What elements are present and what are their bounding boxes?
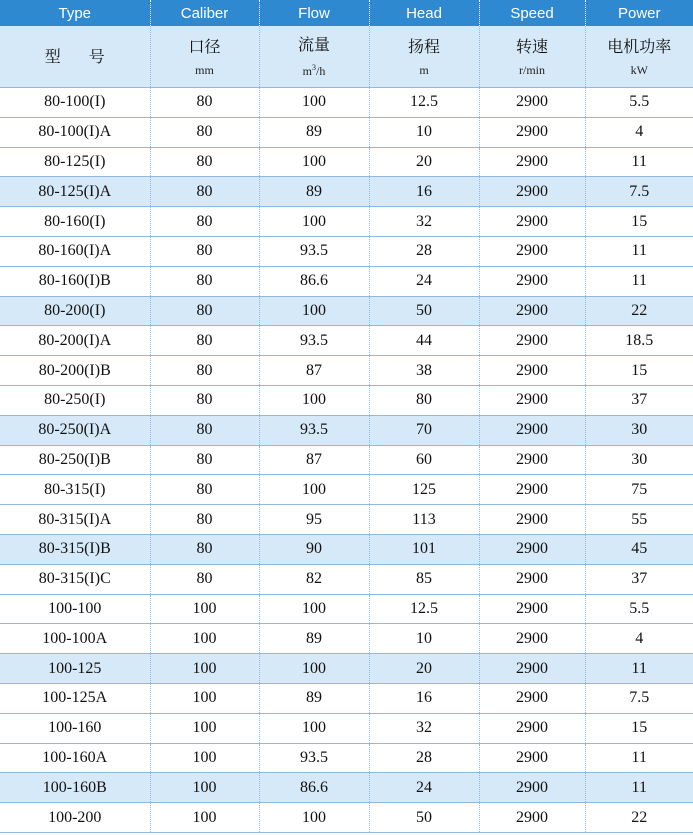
cell-power: 75 — [585, 475, 693, 505]
cell-speed: 2900 — [479, 624, 585, 654]
cell-head: 10 — [369, 624, 479, 654]
cell-flow: 89 — [259, 683, 369, 713]
cell-flow: 100 — [259, 147, 369, 177]
cell-flow: 90 — [259, 534, 369, 564]
cell-power: 37 — [585, 385, 693, 415]
cell-caliber: 80 — [150, 475, 259, 505]
table-row — [0, 207, 693, 237]
cell-type: 80-315(I)C — [0, 564, 150, 594]
cell-power: 5.5 — [585, 88, 693, 118]
cell-caliber: 80 — [150, 445, 259, 475]
cell-head: 101 — [369, 534, 479, 564]
cell-head: 50 — [369, 803, 479, 833]
header-power-cn-label: 电机功率 — [607, 36, 672, 56]
cell-speed: 2900 — [479, 147, 585, 177]
cell-power: 11 — [585, 147, 693, 177]
cell-head: 80 — [369, 385, 479, 415]
cell-flow: 100 — [259, 88, 369, 118]
table-row — [0, 385, 693, 415]
cell-type: 80-200(I) — [0, 296, 150, 326]
cell-type: 80-100(I) — [0, 88, 150, 118]
cell-power: 18.5 — [585, 326, 693, 356]
cell-power: 22 — [585, 803, 693, 833]
cell-head: 20 — [369, 147, 479, 177]
table-row — [0, 475, 693, 505]
cell-type: 100-125 — [0, 654, 150, 684]
cell-type: 100-160B — [0, 773, 150, 803]
table-row — [0, 177, 693, 207]
table-row — [0, 236, 693, 266]
cell-speed: 2900 — [479, 326, 585, 356]
table-row — [0, 326, 693, 356]
header-head-unit: m — [419, 62, 429, 77]
table-row — [0, 713, 693, 743]
cell-flow: 95 — [259, 505, 369, 535]
cell-caliber: 80 — [150, 207, 259, 237]
cell-caliber: 80 — [150, 326, 259, 356]
table-row — [0, 147, 693, 177]
cell-power: 7.5 — [585, 683, 693, 713]
cell-flow: 100 — [259, 296, 369, 326]
cell-flow: 89 — [259, 624, 369, 654]
cell-caliber: 80 — [150, 266, 259, 296]
header-flow-unit-tail: /h — [316, 64, 326, 78]
cell-power: 30 — [585, 445, 693, 475]
cell-type: 80-250(I) — [0, 385, 150, 415]
cell-power: 4 — [585, 624, 693, 654]
header-flow-unit-sup: 3 — [312, 63, 316, 72]
cell-speed: 2900 — [479, 385, 585, 415]
cell-power: 11 — [585, 266, 693, 296]
cell-power: 11 — [585, 654, 693, 684]
cell-caliber: 100 — [150, 594, 259, 624]
spec-table-body — [0, 88, 693, 833]
cell-head: 20 — [369, 654, 479, 684]
header-flow-unit-base: m — [302, 64, 312, 78]
header-type-cn — [0, 26, 150, 88]
cell-flow: 87 — [259, 356, 369, 386]
cell-head: 60 — [369, 445, 479, 475]
cell-flow: 87 — [259, 445, 369, 475]
cell-power: 55 — [585, 505, 693, 535]
cell-speed: 2900 — [479, 266, 585, 296]
header-caliber-unit: mm — [195, 62, 214, 77]
cell-flow: 100 — [259, 475, 369, 505]
cell-type: 80-100(I)A — [0, 117, 150, 147]
cell-speed: 2900 — [479, 207, 585, 237]
header-flow-en: Flow — [259, 0, 369, 26]
cell-caliber: 100 — [150, 713, 259, 743]
cell-caliber: 80 — [150, 236, 259, 266]
header-head-cn-label: 扬程 — [407, 36, 440, 56]
table-row — [0, 415, 693, 445]
header-speed-unit: r/min — [519, 62, 545, 77]
table-row — [0, 564, 693, 594]
cell-power: 7.5 — [585, 177, 693, 207]
cell-flow: 100 — [259, 713, 369, 743]
cell-head: 28 — [369, 743, 479, 773]
cell-head: 24 — [369, 266, 479, 296]
header-flow-unit — [260, 61, 369, 78]
cell-speed: 2900 — [479, 713, 585, 743]
table-row — [0, 654, 693, 684]
cell-caliber: 100 — [150, 743, 259, 773]
cell-head: 44 — [369, 326, 479, 356]
cell-caliber: 80 — [150, 534, 259, 564]
cell-type: 100-125A — [0, 683, 150, 713]
cell-caliber: 100 — [150, 803, 259, 833]
cell-type: 80-200(I)B — [0, 356, 150, 386]
cell-caliber: 80 — [150, 296, 259, 326]
header-caliber-cn-label: 口径 — [188, 36, 221, 56]
cell-flow: 100 — [259, 803, 369, 833]
table-row — [0, 505, 693, 535]
cell-caliber: 80 — [150, 564, 259, 594]
cell-type: 80-125(I) — [0, 147, 150, 177]
cell-caliber: 100 — [150, 773, 259, 803]
cell-head: 70 — [369, 415, 479, 445]
cell-power: 15 — [585, 356, 693, 386]
cell-speed: 2900 — [479, 117, 585, 147]
cell-head: 24 — [369, 773, 479, 803]
table-row — [0, 534, 693, 564]
header-head-cn — [369, 26, 479, 88]
cell-speed: 2900 — [479, 445, 585, 475]
cell-type: 80-315(I) — [0, 475, 150, 505]
cell-head: 38 — [369, 356, 479, 386]
table-row — [0, 743, 693, 773]
cell-speed: 2900 — [479, 236, 585, 266]
cell-head: 125 — [369, 475, 479, 505]
header-caliber-cn — [150, 26, 259, 88]
cell-speed: 2900 — [479, 88, 585, 118]
cell-head: 113 — [369, 505, 479, 535]
cell-type: 100-200 — [0, 803, 150, 833]
cell-power: 11 — [585, 743, 693, 773]
cell-head: 28 — [369, 236, 479, 266]
cell-flow: 93.5 — [259, 326, 369, 356]
cell-speed: 2900 — [479, 296, 585, 326]
cell-flow: 100 — [259, 207, 369, 237]
cell-flow: 100 — [259, 594, 369, 624]
cell-flow: 93.5 — [259, 743, 369, 773]
cell-head: 85 — [369, 564, 479, 594]
cell-caliber: 80 — [150, 505, 259, 535]
table-row — [0, 296, 693, 326]
cell-speed: 2900 — [479, 534, 585, 564]
cell-power: 11 — [585, 236, 693, 266]
cell-head: 10 — [369, 117, 479, 147]
cell-speed: 2900 — [479, 803, 585, 833]
cell-speed: 2900 — [479, 743, 585, 773]
header-power-unit: kW — [630, 62, 648, 77]
cell-head: 32 — [369, 713, 479, 743]
cell-speed: 2900 — [479, 564, 585, 594]
header-flow-cn — [259, 26, 369, 88]
table-row — [0, 683, 693, 713]
cell-power: 22 — [585, 296, 693, 326]
cell-speed: 2900 — [479, 505, 585, 535]
cell-caliber: 80 — [150, 385, 259, 415]
cell-power: 37 — [585, 564, 693, 594]
cell-caliber: 80 — [150, 117, 259, 147]
cell-type: 80-250(I)A — [0, 415, 150, 445]
cell-type: 80-160(I)B — [0, 266, 150, 296]
cell-type: 80-125(I)A — [0, 177, 150, 207]
cell-flow: 89 — [259, 177, 369, 207]
cell-type: 80-250(I)B — [0, 445, 150, 475]
cell-head: 50 — [369, 296, 479, 326]
cell-caliber: 100 — [150, 624, 259, 654]
header-power-en: Power — [585, 0, 693, 26]
cell-flow: 100 — [259, 385, 369, 415]
cell-flow: 93.5 — [259, 236, 369, 266]
cell-caliber: 100 — [150, 683, 259, 713]
english-header-row — [0, 0, 693, 26]
cell-caliber: 80 — [150, 415, 259, 445]
cell-head: 16 — [369, 683, 479, 713]
cell-head: 12.5 — [369, 88, 479, 118]
header-caliber-en: Caliber — [150, 0, 259, 26]
cell-power: 5.5 — [585, 594, 693, 624]
cell-speed: 2900 — [479, 356, 585, 386]
cell-flow: 93.5 — [259, 415, 369, 445]
chinese-header-row — [0, 26, 693, 88]
table-row — [0, 117, 693, 147]
cell-speed: 2900 — [479, 177, 585, 207]
cell-type: 80-315(I)B — [0, 534, 150, 564]
cell-type: 100-100A — [0, 624, 150, 654]
header-speed-cn — [479, 26, 585, 88]
cell-head: 16 — [369, 177, 479, 207]
cell-flow: 100 — [259, 654, 369, 684]
cell-caliber: 80 — [150, 147, 259, 177]
table-row — [0, 356, 693, 386]
cell-caliber: 80 — [150, 177, 259, 207]
cell-speed: 2900 — [479, 654, 585, 684]
cell-flow: 82 — [259, 564, 369, 594]
cell-caliber: 100 — [150, 654, 259, 684]
cell-type: 100-100 — [0, 594, 150, 624]
header-power-cn — [585, 26, 693, 88]
cell-type: 100-160 — [0, 713, 150, 743]
cell-speed: 2900 — [479, 415, 585, 445]
cell-type: 80-160(I)A — [0, 236, 150, 266]
header-flow-cn-label: 流量 — [297, 35, 330, 54]
table-row — [0, 624, 693, 654]
table-row — [0, 445, 693, 475]
table-row — [0, 266, 693, 296]
cell-power: 15 — [585, 207, 693, 237]
header-head-en: Head — [369, 0, 479, 26]
cell-caliber: 80 — [150, 88, 259, 118]
table-row — [0, 594, 693, 624]
cell-speed: 2900 — [479, 475, 585, 505]
cell-caliber: 80 — [150, 356, 259, 386]
table-row — [0, 773, 693, 803]
cell-type: 80-200(I)A — [0, 326, 150, 356]
cell-type: 80-315(I)A — [0, 505, 150, 535]
header-speed-en: Speed — [479, 0, 585, 26]
cell-power: 30 — [585, 415, 693, 445]
cell-head: 12.5 — [369, 594, 479, 624]
table-row — [0, 803, 693, 833]
cell-power: 45 — [585, 534, 693, 564]
cell-flow: 86.6 — [259, 773, 369, 803]
header-speed-cn-label: 转速 — [515, 36, 548, 56]
header-type-en: Type — [0, 0, 150, 26]
cell-type: 80-160(I) — [0, 207, 150, 237]
header-type-cn-label: 型号 — [44, 46, 133, 66]
cell-head: 32 — [369, 207, 479, 237]
cell-flow: 89 — [259, 117, 369, 147]
table-row — [0, 88, 693, 118]
cell-power: 15 — [585, 713, 693, 743]
cell-speed: 2900 — [479, 594, 585, 624]
cell-power: 11 — [585, 773, 693, 803]
cell-type: 100-160A — [0, 743, 150, 773]
cell-flow: 86.6 — [259, 266, 369, 296]
cell-speed: 2900 — [479, 683, 585, 713]
cell-speed: 2900 — [479, 773, 585, 803]
cell-power: 4 — [585, 117, 693, 147]
